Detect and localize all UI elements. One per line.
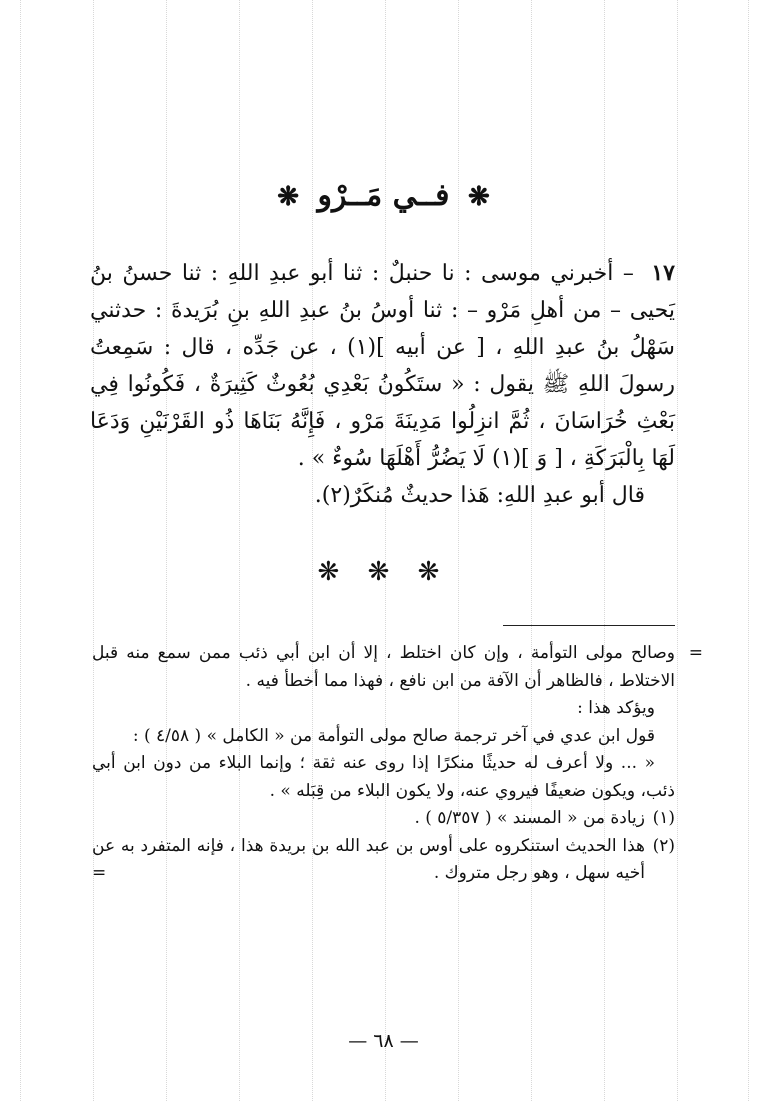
footnote-label: (٢) [652, 835, 675, 856]
footnote-1 [92, 805, 675, 833]
footnote-continuation: = وصالح مولى التوأمة ، وإن كان اختلط ، إلا أن ابن أبي ذئب ممن سمع منه قبل الاختلاط ، فالظاهر أن الآفة من ابن نافع ، فهذا مما أخطأ فيه . [92, 640, 675, 695]
hadith-text: – أخبرني موسى : نا حنبلٌ : ثنا أبو عبدِ اللهِ : ثنا حسنُ بنُ يَحيى – من أهلِ مَرْو – : ثنا أوسُ بنُ عبدِ اللهِ بنِ بُرَيدةَ : حدثني سَهْلُ بنُ عبدِ اللهِ ، [ عن أبيه ](١) ، عن جَدِّه ، قال : سَمِعتُ رسولَ اللهِ ﷺ يقول : « ستَكُونُ بَعْدِي بُعُوثٌ كَثِيرَةٌ ، فَكُونُوا فِي بَعْثِ خُرَاسَانَ ، ثُمَّ انزِلُوا مَدِينَةَ مَرْو ، فَإِنَّهُ بَنَاهَا ذُو القَرْنَيْنِ وَدَعَا لَهَا بِالْبَرَكَةِ ، [ وَ ](١) لَا يَضُرُّ أَهْلَهَا سُوءٌ » . [90, 261, 675, 471]
grid-line [604, 0, 605, 1101]
footnotes [92, 640, 703, 888]
grid-line [312, 0, 313, 1101]
grid-line [239, 0, 240, 1101]
footnote-text: زيادة من « المسند » ( ٥/٣٥٧ ) . [414, 808, 645, 828]
grid-line [531, 0, 532, 1101]
hadith-body [90, 255, 675, 514]
footnote-paragraph: قول ابن عدي في آخر ترجمة صالح مولى التوأمة من « الكامل » ( ٤/٥٨ ) : [132, 725, 655, 746]
grid-line [748, 0, 749, 1101]
footnote-label: (١) [652, 808, 675, 828]
grid-line [93, 0, 94, 1101]
section-separator: ❋ ❋ ❋ [317, 557, 450, 587]
hadith-paragraph [90, 255, 675, 477]
continuation-marker: = [688, 643, 703, 663]
hadith-verdict: قال أبو عبدِ اللهِ: هَذا حديثٌ مُنكَرٌ(٢). [314, 483, 645, 508]
footnote-paragraph: ويؤكد هذا : [577, 698, 655, 718]
hadith-number: ١٧ [651, 260, 675, 286]
grid-line [385, 0, 386, 1101]
grid-line [458, 0, 459, 1101]
continuation-marker: = [92, 863, 107, 883]
chapter-title: فــي مَــرْو [317, 178, 450, 213]
star-ornament-icon: ❋ [277, 182, 300, 212]
footnote-quote: « ... ولا أعرف له حديثًا منكرًا إذا روى عنه ثقة ؛ وإنما البلاء من دون ابن أبي ذئب، ويكون ضعيفًا فيروي عنه، ولا يكون البلاء من قِبَله » . [92, 753, 675, 801]
footnote-text: هذا الحديث استنكروه على أوس بن عبد الله بن بريدة هذا ، فإنه المتفرد به عن أخيه سهل ، وهو رجل متروك . [92, 835, 645, 883]
grid-line [677, 0, 678, 1101]
footnote-2 [92, 833, 675, 888]
chapter-heading [0, 178, 767, 213]
page-number: — ٦٨ — [348, 1030, 419, 1052]
footnote-rule [503, 625, 675, 626]
grid-line [166, 0, 167, 1101]
star-ornament-icon: ❋ [467, 182, 490, 212]
grid-line [20, 0, 21, 1101]
